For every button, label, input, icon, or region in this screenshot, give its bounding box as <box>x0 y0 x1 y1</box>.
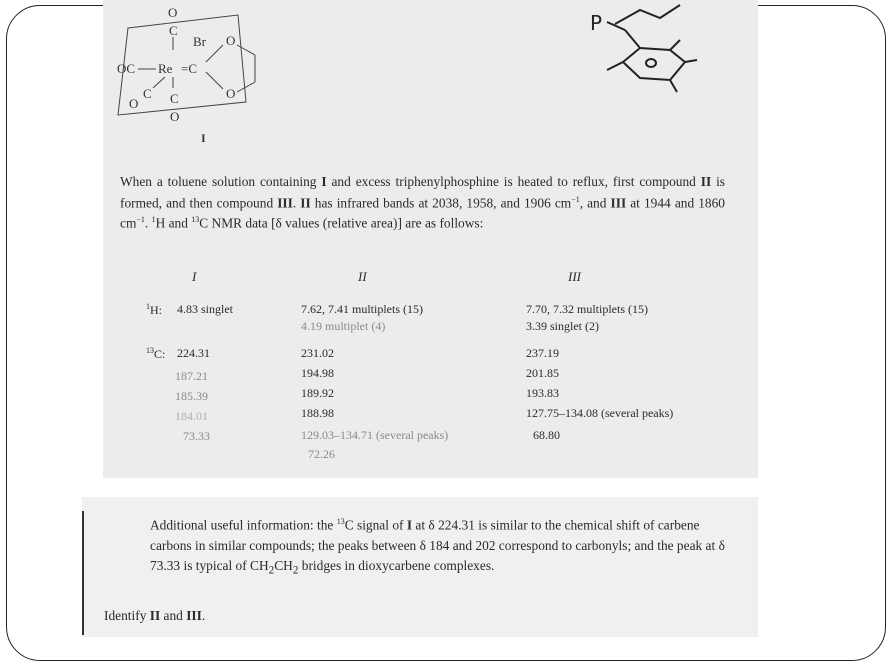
sketch-letter-p: P <box>590 11 603 35</box>
c-nmr-II-5: 72.26 <box>308 447 335 461</box>
atom-c-top: C <box>169 23 178 38</box>
bond-ring-bottom <box>237 82 255 92</box>
problem-paragraph: When a toluene solution containing I and excess triphenylphosphine is heated to reflux, first compound II is formed, and then compound III. II has infrared bands at 2038, 1958, and 1906 $cm^{-1}$, and III at 1944 and 1860 $cm^{-1}$. $^1$H and $^{13}$C NMR data [δ values (relative area)] are as follows: <box>120 174 726 231</box>
identify-prompt: Identify II and III. <box>104 608 206 623</box>
c-nmr-I-3: 184.01 <box>175 409 208 423</box>
col-header-I: I <box>192 269 197 284</box>
h-nmr-III-b: 3.39 singlet (2) <box>526 319 599 333</box>
bond-ring-top <box>237 45 255 55</box>
c-nmr-III-0: 237.19 <box>526 346 559 360</box>
c-nmr-I-2: 185.39 <box>175 389 208 403</box>
atom-o-bottom: O <box>170 109 180 124</box>
atom-c-bottom: C <box>170 91 179 106</box>
c-nmr-III-3: 127.75–134.08 (several peaks) <box>526 406 674 420</box>
atom-o-ring-top: O <box>226 33 236 48</box>
col-header-III: III <box>568 269 581 284</box>
atom-o-left: O <box>129 96 139 111</box>
atom-re: Re <box>158 61 173 76</box>
c-nmr-III-1: 201.85 <box>526 366 559 380</box>
atom-o-top: O <box>168 5 178 20</box>
c-nmr-I-1: 187.21 <box>175 369 208 383</box>
additional-info: Additional useful information: the $^{13}$C signal of I at δ 224.31 is similar to the chemical shift of carbene carbons in similar compounds; the peaks between δ 184 and 202 correspond to carbonyls; and the peak at δ 73.33 is typical of $CH_2CH_2$ bridges in dioxycarbene complexes. <box>150 517 725 578</box>
c-nmr-I-0: 224.31 <box>177 346 210 360</box>
c-nmr-II-3: 188.98 <box>301 406 334 420</box>
atom-carbene-c: =C <box>181 61 198 76</box>
atom-oc: OC <box>117 61 136 76</box>
col-header-II: II <box>358 269 367 284</box>
c-nmr-I-4: 73.33 <box>183 429 210 443</box>
atom-br: Br <box>193 34 206 49</box>
c-nmr-II-4: 129.03–134.71 (several peaks) <box>301 428 449 442</box>
atom-o-ring-bottom: O <box>226 86 236 101</box>
h-nmr-III-a: 7.70, 7.32 multiplets (15) <box>526 302 648 316</box>
h-nmr-label: $^1$H: <box>146 302 162 317</box>
structure-I <box>103 0 303 160</box>
bond-c-o-top <box>206 45 223 62</box>
bond-c-o-bottom <box>206 72 223 89</box>
c-nmr-II-2: 189.92 <box>301 386 334 400</box>
h-nmr-I: 4.83 singlet <box>177 302 233 316</box>
c-nmr-III-2: 193.83 <box>526 386 559 400</box>
c-nmr-label: $^{13}$C: <box>146 346 166 361</box>
margin-bar <box>82 511 84 635</box>
h-nmr-II-a: 7.62, 7.41 multiplets (15) <box>301 302 423 316</box>
c-nmr-III-4: 68.80 <box>533 428 560 442</box>
sketch-ring-center <box>646 59 656 67</box>
h-nmr-II-b: 4.19 multiplet (4) <box>301 319 386 333</box>
bond-re-c-left <box>153 77 165 88</box>
handwritten-sketch <box>585 0 715 95</box>
c-nmr-II-0: 231.02 <box>301 346 334 360</box>
structure-label: I <box>201 131 206 145</box>
sketch-ring <box>607 5 697 92</box>
atom-c-left: C <box>143 86 152 101</box>
c-nmr-II-1: 194.98 <box>301 366 334 380</box>
